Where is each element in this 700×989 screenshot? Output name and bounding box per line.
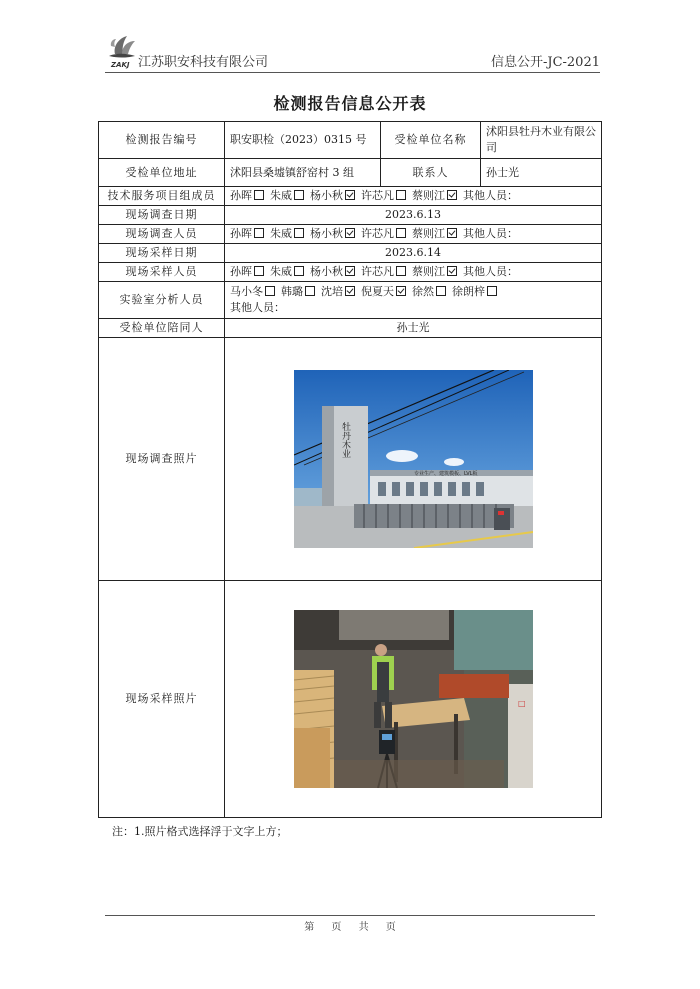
company-logo bbox=[105, 32, 139, 70]
unchecked-box-icon bbox=[265, 286, 275, 296]
person-name: 孙晖 bbox=[230, 265, 252, 278]
person-name: 许芯凡 bbox=[361, 265, 394, 278]
client-label: 受检单位名称 bbox=[381, 122, 481, 159]
escort-value: 孙士光 bbox=[225, 319, 602, 338]
checked-box-icon bbox=[345, 286, 355, 296]
person-entry bbox=[412, 285, 452, 298]
unchecked-box-icon bbox=[254, 266, 264, 276]
table-row bbox=[99, 581, 602, 818]
other-personnel-label: 其他人员： bbox=[230, 301, 285, 314]
person-name: 朱威 bbox=[270, 265, 292, 278]
table-row bbox=[99, 282, 602, 319]
person-name: 朱威 bbox=[270, 227, 292, 240]
contact-label: 联系人 bbox=[381, 159, 481, 187]
other-personnel-label: 其他人员： bbox=[463, 265, 518, 278]
sampling-date-value: 2023.6.14 bbox=[225, 244, 602, 263]
unchecked-box-icon bbox=[305, 286, 315, 296]
person-entry bbox=[452, 285, 503, 298]
person-entry bbox=[281, 285, 321, 298]
lab-label: 实验室分析人员 bbox=[99, 282, 225, 319]
unchecked-box-icon bbox=[396, 190, 406, 200]
table-row bbox=[99, 319, 602, 338]
samplers-members bbox=[225, 263, 602, 282]
person-name: 杨小秋 bbox=[310, 227, 343, 240]
escort-label: 受检单位陪同人 bbox=[99, 319, 225, 338]
checked-box-icon bbox=[345, 190, 355, 200]
person-name: 许芯凡 bbox=[361, 227, 394, 240]
person-name: 马小冬 bbox=[230, 285, 263, 298]
person-name: 杨小秋 bbox=[310, 189, 343, 202]
sampling-photo bbox=[294, 610, 533, 788]
person-entry bbox=[270, 265, 310, 278]
address-label: 受检单位地址 bbox=[99, 159, 225, 187]
lab-members bbox=[225, 282, 602, 319]
person-entry bbox=[310, 265, 361, 278]
checked-box-icon bbox=[447, 228, 457, 238]
surveyors-label: 现场调查人员 bbox=[99, 225, 225, 244]
footnote: 注：1.照片格式选择浮于文字上方； bbox=[112, 825, 288, 838]
team-label: 技术服务项目组成员 bbox=[99, 187, 225, 206]
machine-label-icon: □ bbox=[517, 699, 526, 708]
table-row bbox=[99, 187, 602, 206]
unchecked-box-icon bbox=[396, 228, 406, 238]
person-entry bbox=[270, 189, 310, 202]
person-name: 沈培 bbox=[321, 285, 343, 298]
person-name: 孙晖 bbox=[230, 189, 252, 202]
team-members bbox=[225, 187, 602, 206]
person-entry bbox=[412, 189, 463, 202]
person-name: 蔡则江 bbox=[412, 227, 445, 240]
table-row bbox=[99, 244, 602, 263]
company-name: 江苏职安科技有限公司 bbox=[138, 55, 269, 70]
unchecked-box-icon bbox=[487, 286, 497, 296]
person-name: 孙晖 bbox=[230, 227, 252, 240]
table-row bbox=[99, 338, 602, 581]
table-row bbox=[99, 159, 602, 187]
person-entry bbox=[361, 285, 412, 298]
page-header bbox=[105, 32, 600, 73]
person-entry bbox=[310, 189, 361, 202]
survey-photo bbox=[294, 370, 533, 548]
logo-text: ZAKJ bbox=[111, 61, 130, 69]
sign-text: 牡丹木业 bbox=[339, 422, 350, 458]
address-value: 沭阳县桑墟镇舒窑村 3 组 bbox=[225, 159, 381, 187]
unchecked-box-icon bbox=[294, 190, 304, 200]
survey-date-value: 2023.6.13 bbox=[225, 206, 602, 225]
checked-box-icon bbox=[345, 266, 355, 276]
surveyors-members bbox=[225, 225, 602, 244]
unchecked-box-icon bbox=[254, 190, 264, 200]
table-row bbox=[99, 206, 602, 225]
samplers-label: 现场采样人员 bbox=[99, 263, 225, 282]
person-name: 许芯凡 bbox=[361, 189, 394, 202]
person-entry bbox=[361, 265, 412, 278]
contact-value: 孙士光 bbox=[481, 159, 602, 187]
unchecked-box-icon bbox=[436, 286, 446, 296]
person-name: 韩璐 bbox=[281, 285, 303, 298]
checked-box-icon bbox=[447, 266, 457, 276]
person-name: 倪夏天 bbox=[361, 285, 394, 298]
checked-box-icon bbox=[447, 190, 457, 200]
table-row bbox=[99, 263, 602, 282]
page-footer: 第 页 共 页 bbox=[304, 922, 396, 933]
person-entry bbox=[412, 227, 463, 240]
unchecked-box-icon bbox=[396, 266, 406, 276]
checked-box-icon bbox=[345, 228, 355, 238]
person-name: 杨小秋 bbox=[310, 265, 343, 278]
document-number: 信息公开-JC-2021 bbox=[490, 55, 600, 70]
person-entry bbox=[230, 265, 270, 278]
person-entry bbox=[270, 227, 310, 240]
checked-box-icon bbox=[396, 286, 406, 296]
client-value: 沭阳县牡丹木业有限公司 bbox=[481, 122, 602, 159]
report-table bbox=[98, 121, 602, 818]
report-no-value: 职安职检（2023）0315 号 bbox=[225, 122, 381, 159]
person-entry bbox=[361, 189, 412, 202]
person-name: 徐然 bbox=[412, 285, 434, 298]
person-entry bbox=[361, 227, 412, 240]
person-entry bbox=[230, 189, 270, 202]
table-row bbox=[99, 225, 602, 244]
person-entry bbox=[230, 285, 281, 298]
person-entry bbox=[230, 227, 270, 240]
person-name: 朱威 bbox=[270, 189, 292, 202]
page-title: 检测报告信息公开表 bbox=[273, 94, 427, 113]
footer-divider bbox=[105, 915, 595, 916]
banner-text: 专业生产、建筑模板、LVL板 bbox=[413, 471, 477, 477]
sampling-photo-label: 现场采样照片 bbox=[99, 581, 225, 818]
person-name: 蔡则江 bbox=[412, 265, 445, 278]
person-name: 徐朗梓 bbox=[452, 285, 485, 298]
other-personnel-label: 其他人员： bbox=[463, 227, 518, 240]
person-entry bbox=[412, 265, 463, 278]
unchecked-box-icon bbox=[294, 266, 304, 276]
person-entry bbox=[321, 285, 361, 298]
sampling-date-label: 现场采样日期 bbox=[99, 244, 225, 263]
other-personnel-label: 其他人员： bbox=[463, 189, 518, 202]
table-row bbox=[99, 122, 602, 159]
unchecked-box-icon bbox=[294, 228, 304, 238]
survey-photo-label: 现场调查照片 bbox=[99, 338, 225, 581]
person-entry bbox=[310, 227, 361, 240]
person-name: 蔡则江 bbox=[412, 189, 445, 202]
unchecked-box-icon bbox=[254, 228, 264, 238]
survey-date-label: 现场调查日期 bbox=[99, 206, 225, 225]
report-no-label: 检测报告编号 bbox=[99, 122, 225, 159]
